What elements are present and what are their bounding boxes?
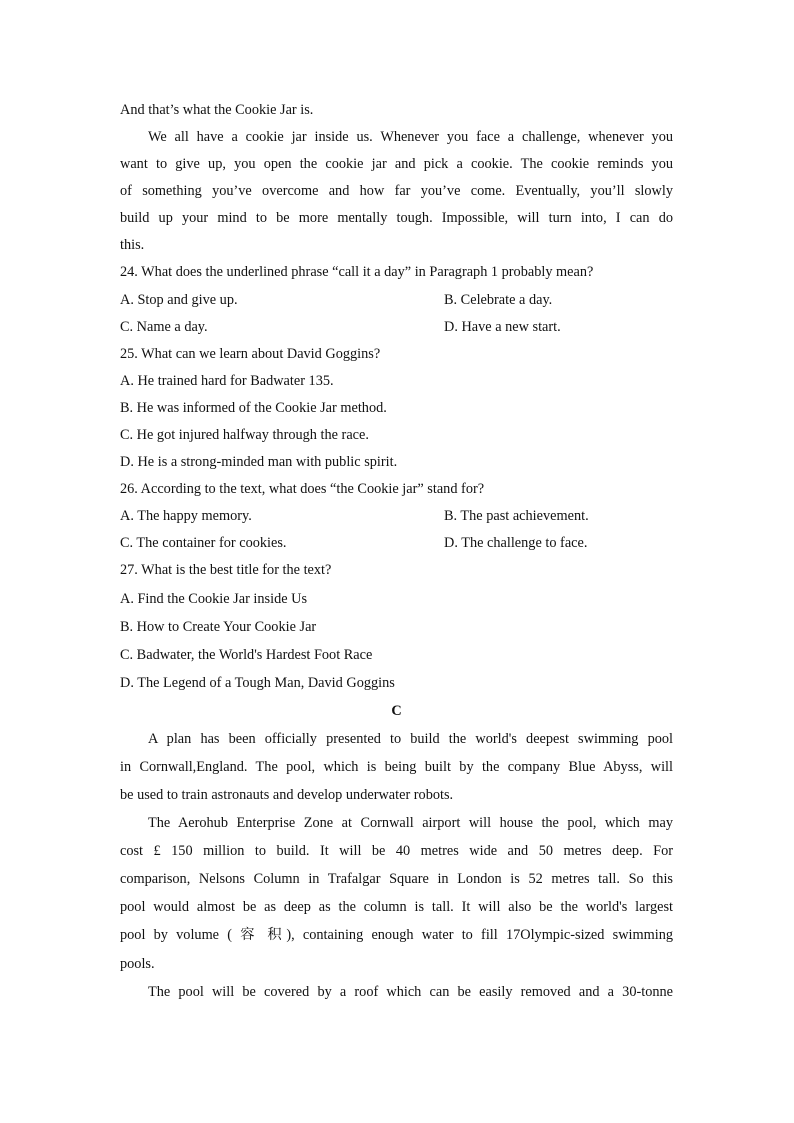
section-label: C — [391, 703, 402, 719]
para1-line-3: of something you’ve overcome and how far you’ve come. Eventually, you’ll slowly — [120, 183, 673, 199]
q25-question: 25. What can we learn about David Goggins? — [120, 346, 381, 362]
q27-option-a: A. Find the Cookie Jar inside Us — [120, 591, 308, 607]
q24-option-d: D. Have a new start. — [444, 319, 561, 335]
q25-option-c: C. He got injured halfway through the race. — [120, 427, 369, 443]
q27-question: 27. What is the best title for the text? — [120, 562, 332, 578]
para1-line-2: want to give up, you open the cookie jar and pick a cookie. The cookie reminds you — [120, 156, 673, 172]
q24-option-a: A. Stop and give up. — [120, 292, 238, 308]
q25-option-a: A. He trained hard for Badwater 135. — [120, 373, 334, 389]
passage-c-p2-line-5: pool by volume ( 容 积), containing enough water to fill 17Olympic-sized swimming — [120, 927, 673, 943]
q25-option-b: B. He was informed of the Cookie Jar method. — [120, 400, 387, 416]
q27-option-d: D. The Legend of a Tough Man, David Goggins — [120, 675, 395, 691]
passage-c-p2-line-4: pool would almost be as deep as the column is tall. It will also be the world's largest — [120, 899, 673, 915]
passage-c-p2-line-6: pools. — [120, 956, 155, 972]
passage-c-p1-line-3: be used to train astronauts and develop underwater robots. — [120, 787, 454, 803]
para1-line-4: build up your mind to be more mentally tough. Impossible, will turn into, I can do — [120, 210, 673, 226]
q26-question: 26. According to the text, what does “the Cookie jar” stand for? — [120, 481, 485, 497]
q26-option-c: C. The container for cookies. — [120, 535, 287, 551]
q24-option-b: B. Celebrate a day. — [444, 292, 553, 308]
q27-option-c: C. Badwater, the World's Hardest Foot Race — [120, 647, 373, 663]
passage-c-p1-line-1: A plan has been officially presented to build the world's deepest swimming pool — [148, 731, 673, 747]
passage-c-p1-line-2: in Cornwall,England. The pool, which is being built by the company Blue Abyss, will — [120, 759, 673, 775]
q27-option-b: B. How to Create Your Cookie Jar — [120, 619, 317, 635]
q26-option-a: A. The happy memory. — [120, 508, 252, 524]
intro-line: And that’s what the Cookie Jar is. — [120, 102, 314, 118]
passage-c-p2-line-3: comparison, Nelsons Column in Trafalgar Square in London is 52 metres tall. So this — [120, 871, 673, 887]
passage-c-p3-line-1: The pool will be covered by a roof which can be easily removed and a 30-tonne — [148, 984, 673, 1000]
q25-option-d: D. He is a strong-minded man with public spirit. — [120, 454, 398, 470]
passage-c-p2-line-1: The Aerohub Enterprise Zone at Cornwall airport will house the pool, which may — [148, 815, 673, 831]
passage-c-p2-line-2: cost £ 150 million to build. It will be 40 metres wide and 50 metres deep. For — [120, 843, 673, 859]
q24-option-c: C. Name a day. — [120, 319, 208, 335]
q26-option-d: D. The challenge to face. — [444, 535, 588, 551]
para1-line-1: We all have a cookie jar inside us. Whenever you face a challenge, whenever you — [148, 129, 673, 145]
para1-line-5: this. — [120, 237, 145, 253]
q24-question: 24. What does the underlined phrase “call it a day” in Paragraph 1 probably mean? — [120, 264, 594, 280]
q26-option-b: B. The past achievement. — [444, 508, 589, 524]
